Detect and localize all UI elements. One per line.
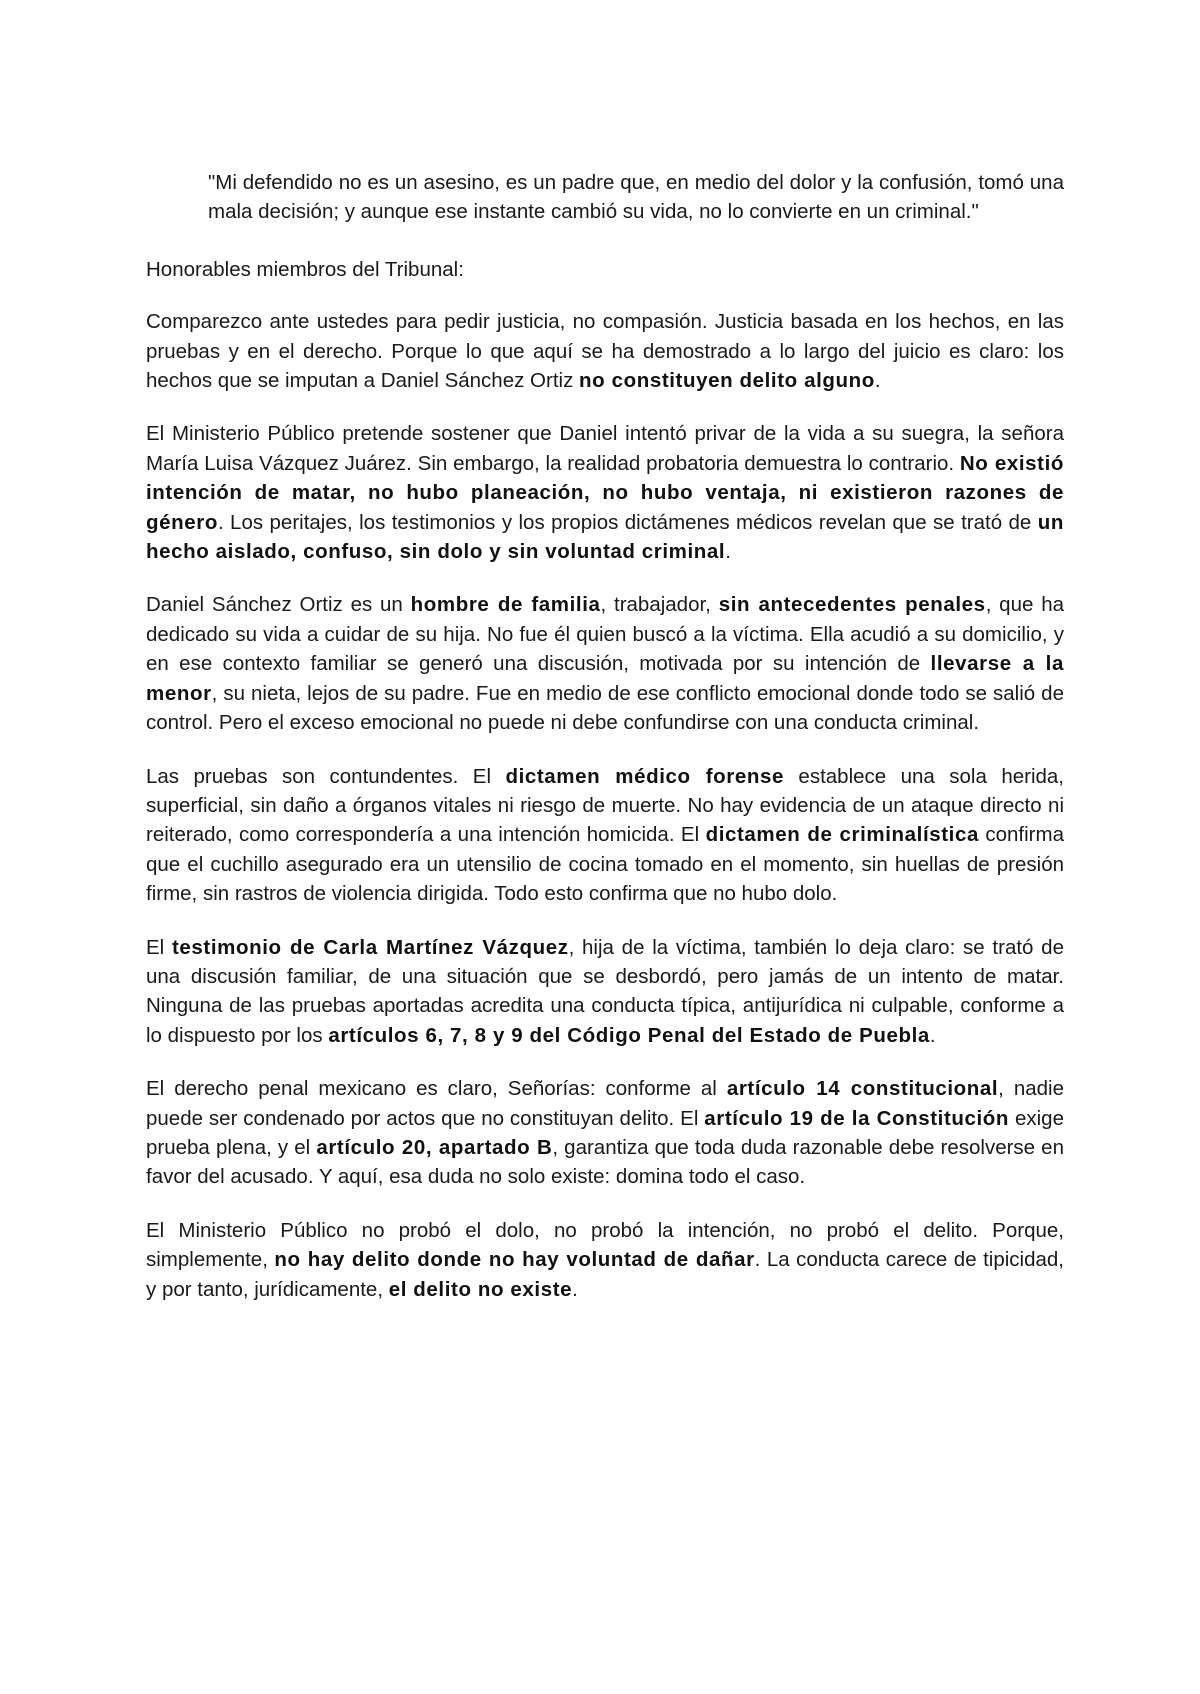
emphasis: artículo 14 constitucional — [726, 1077, 999, 1101]
paragraph-2: El Ministerio Público pretende sostener que Daniel intentó privar de la vida a su suegra, la señora María Luisa Vázquez Juárez. Sin embargo, la realidad probatoria demuestra lo contrario. No existió intención de matar, no hubo planeación, no hubo ventaja, ni existieron razones de género. Los peritajes, los testimonios y los propios dictámenes médicos revelan que se trató de un hecho aislado, confuso, sin dolo y sin voluntad criminal. — [146, 422, 1064, 564]
emphasis: no constituyen delito alguno — [579, 369, 875, 393]
emphasis: el delito no existe — [388, 1277, 573, 1301]
emphasis: dictamen de criminalística — [705, 823, 979, 847]
emphasis: llevarse a la menor — [146, 652, 1064, 705]
paragraph-6: El derecho penal mexicano es claro, Señorías: conforme al artículo 14 constitucional, nadie puede ser condenado por actos que no constituyan delito. El artículo 19 de la Constitución exige prueba plena, y el artículo 20, apartado B, garantiza que toda duda razonable debe resolverse en favor del acusado. Y aquí, esa duda no solo existe: domina todo el caso. — [146, 1077, 1064, 1189]
paragraph-3: Daniel Sánchez Ortiz es un hombre de familia, trabajador, sin antecedentes penales, que ha dedicado su vida a cuidar de su hija. No fue él quien buscó a la víctima. Ella acudió a su domicilio, y en ese contexto familiar se generó una discusión, motivada por su intención de llevarse a la menor, su nieta, lejos de su padre. Fue en medio de ese conflicto emocional donde todo se salió de control. Pero el exceso emocional no puede ni debe confundirse con una conducta criminal. — [146, 593, 1064, 735]
paragraph-4: Las pruebas son contundentes. El dictamen médico forense establece una sola herida, superficial, sin daño a órganos vitales ni riesgo de muerte. No hay evidencia de un ataque directo ni reiterado, como correspondería a una intención homicida. El dictamen de criminalística confirma que el cuchillo asegurado era un utensilio de cocina tomado en el momento, sin huellas de presión firme, sin rastros de violencia dirigida. Todo esto confirma que no hubo dolo. — [146, 764, 1064, 906]
opening-quote: "Mi defendido no es un asesino, es un padre que, en medio del dolor y la confusión, tomó una mala decisión; y aunque ese instante cambió su vida, no lo convierte en un criminal." — [208, 171, 1064, 224]
emphasis: testimonio de Carla Martínez Vázquez — [171, 935, 569, 959]
emphasis: dictamen médico forense — [505, 764, 784, 788]
emphasis: artículo 19 de la Constitución — [704, 1106, 1010, 1130]
paragraph-5: El testimonio de Carla Martínez Vázquez, hija de la víctima, también lo deja claro: se trató de una discusión familiar, de una situación que se desbordó, pero jamás de un intento de matar. Ninguna de las pruebas aportadas acredita una conducta típica, antijurídica ni culpable, conforme a lo dispuesto por los artículos 6, 7, 8 y 9 del Código Penal del Estado de Puebla. — [146, 935, 1064, 1047]
emphasis: un hecho aislado, confuso, sin dolo y sin voluntad criminal — [146, 510, 1064, 564]
emphasis: artículos 6, 7, 8 y 9 del Código Penal del Estado de Puebla — [328, 1023, 930, 1047]
emphasis: no hay delito donde no hay voluntad de dañar — [274, 1248, 755, 1272]
emphasis: No existió intención de matar, no hubo planeación, no hubo ventaja, ni existieron razones de género — [146, 451, 1064, 534]
document-page — [146, 168, 1064, 1328]
emphasis: artículo 20, apartado B — [316, 1135, 553, 1159]
paragraph-7: El Ministerio Público no probó el dolo, no probó la intención, no probó el delito. Porque, simplemente, no hay delito donde no hay voluntad de dañar. La conducta carece de tipicidad, y por tanto, jurídicamente, el delito no existe. — [146, 1218, 1064, 1301]
emphasis: hombre de familia — [410, 593, 601, 617]
salutation: Honorables miembros del Tribunal: — [146, 257, 464, 281]
paragraph-1: Comparezco ante ustedes para pedir justicia, no compasión. Justicia basada en los hechos, en las pruebas y en el derecho. Porque lo que aquí se ha demostrado a lo largo del juicio es claro: los hechos que se imputan a Daniel Sánchez Ortiz no constituyen delito alguno. — [146, 310, 1064, 393]
emphasis: sin antecedentes penales — [718, 593, 986, 617]
